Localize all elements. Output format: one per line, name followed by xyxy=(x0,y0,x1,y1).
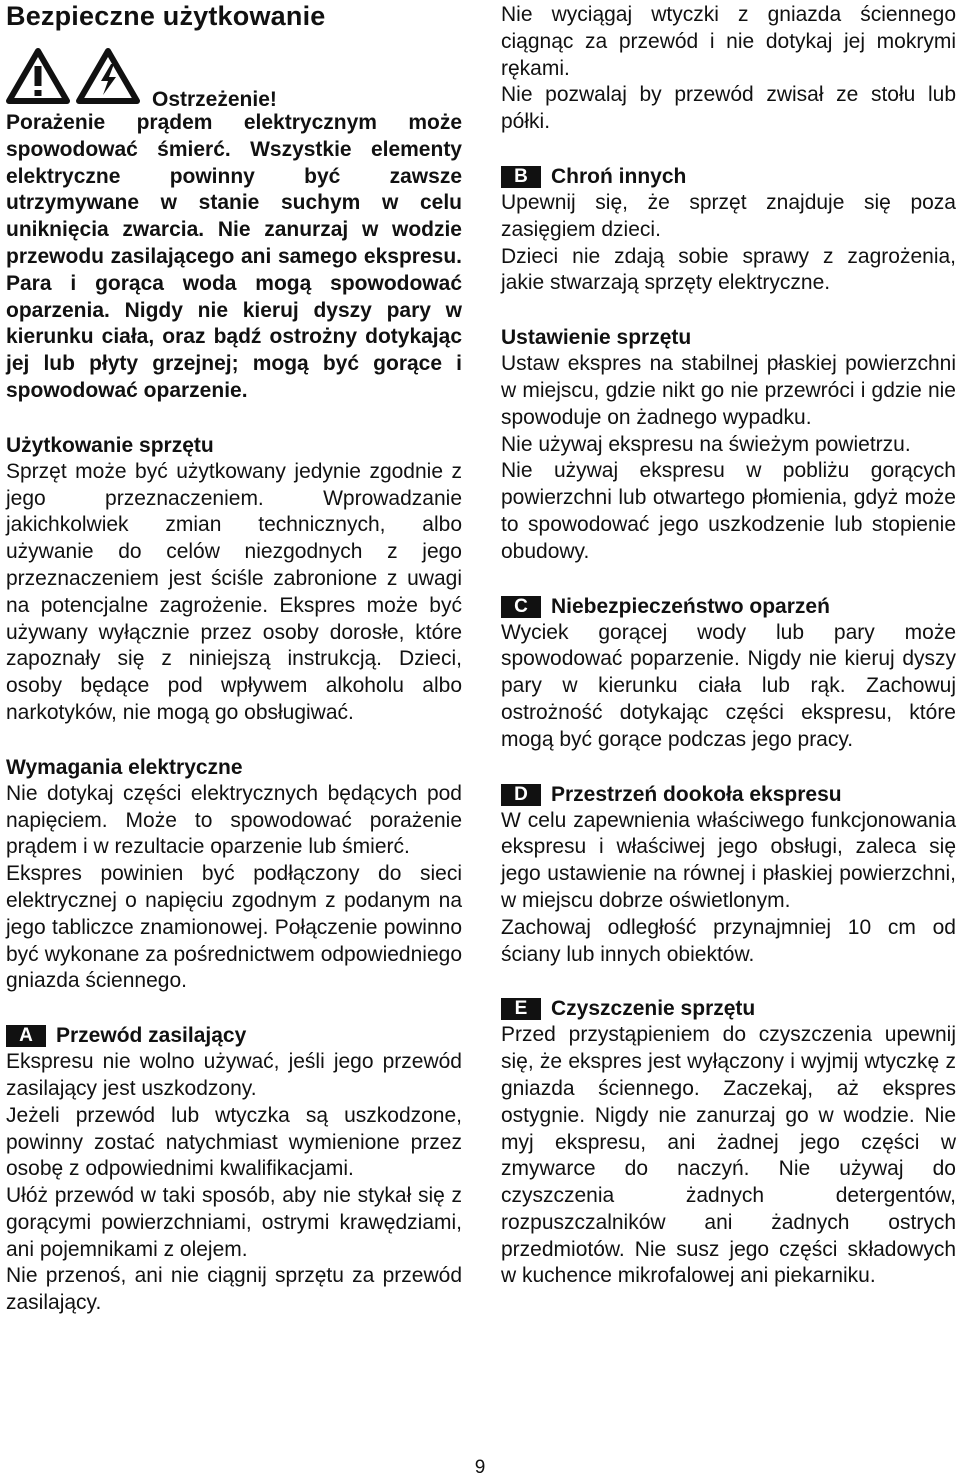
section-a-text-2: Jeżeli przewód lub wtyczka są uszkodzone, powinny zostać natychmiast wymienione przez osobę z odpowiednimi kwalifikacjami. xyxy=(6,1103,462,1181)
warning-electric-icon xyxy=(76,48,140,104)
section-a-heading xyxy=(6,1022,462,1049)
electrical-heading: Wymagania elektryczne xyxy=(6,755,243,779)
section-c-title: Niebezpieczeństwo oparzeń xyxy=(551,594,830,618)
section-e-title: Czyszczenie sprzętu xyxy=(551,997,756,1021)
usage-heading: Użytkowanie sprzętu xyxy=(6,433,214,457)
section-badge-a: A xyxy=(6,1025,46,1047)
section-c-heading xyxy=(501,593,956,620)
intro-text-2: Nie pozwalaj by przewód zwisał ze stołu lub półki. xyxy=(501,83,956,134)
section-a-text-3: Ułóż przewód w taki sposób, aby nie stykał się z gorącymi powierzchniami, ostrymi krawędziami, ani pojemnikami z olejem. xyxy=(6,1184,462,1261)
section-badge-d: D xyxy=(501,784,541,806)
right-column xyxy=(501,2,956,1290)
electrical-text-2: Ekspres powinien być podłączony do sieci elektrycznej o napięciu zgodnym z podanym na jego tabliczce znamionowej. Połączenie powinno być wykonane za pośrednictwem odpowiedniego gniazda ściennego. xyxy=(6,862,462,993)
section-b-text-1: Upewnij się, że sprzęt znajduje się poza zasięgiem dzieci. xyxy=(501,190,956,241)
setup-text-1: Ustaw ekspres na stabilnej płaskiej powierzchni w miejscu, gdzie nikt go nie przewróci i gdzie nie spowoduje on żadnego wypadku. xyxy=(501,352,956,429)
section-badge-b: B xyxy=(501,166,541,188)
section-badge-c: C xyxy=(501,596,541,618)
page-number: 9 xyxy=(474,1457,486,1478)
section-e-text-1: Przed przystąpieniem do czyszczenia upewnij się, że ekspres jest wyłączony i wyjmij wtyczkę z gniazda ściennego. Zaczekaj, aż ekspres ostygnie. Nigdy nie zanurzaj go w wodzie. Nie myj ekspresu, ani żadnej jego części w zmywarce do naczyń. Nie używaj do czyszczenia żadnych detergentów, rozpuszczalników ani żadnych ostrych przedmiotów. Nie susz jego części składowych w kuchence mikrofalowej ani piekarniku. xyxy=(501,1023,956,1288)
section-a-text-1: Ekspresu nie wolno używać, jeśli jego przewód zasilający jest uszkodzony. xyxy=(6,1050,462,1100)
warning-exclamation-icon xyxy=(6,48,70,104)
page-title: Bezpieczne użytkowanie xyxy=(6,1,326,31)
section-badge-e: E xyxy=(501,998,541,1020)
section-d-text-2: Zachowaj odległość przynajmniej 10 cm od ściany lub innych obiektów. xyxy=(501,915,956,966)
warning-row xyxy=(6,46,462,111)
section-d-heading xyxy=(501,781,956,808)
section-b-title: Chroń innych xyxy=(551,164,687,188)
intro-text-1: Nie wyciągaj wtyczki z gniazda ściennego ciągnąc za przewód i nie dotykaj jej mokrymi rękami. xyxy=(501,3,956,80)
setup-heading: Ustawienie sprzętu xyxy=(501,326,692,350)
section-c-text-1: Wyciek gorącej wody lub pary może spowodować poparzenie. Nigdy nie kieruj dyszy pary w kierunku ciała lub rąk. Zachowuj ostrożność dotykając części ekspresu, które mogą być gorące podczas jego pracy. xyxy=(501,620,956,751)
setup-text-2: Nie używaj ekspresu na świeżym powietrzu. xyxy=(501,432,911,456)
left-column xyxy=(6,0,462,1317)
section-b-heading xyxy=(501,163,956,190)
electrical-text-1: Nie dotykaj części elektrycznych będących pod napięciem. Może to spowodować porażenie prądem i w rezultacie oparzenie lub śmierć. xyxy=(6,781,462,859)
section-b-text-2: Dzieci nie zdają sobie sprawy z zagrożenia, jakie stwarzają sprzęty elektryczne. xyxy=(501,244,956,295)
section-d-title: Przestrzeń dookoła ekspresu xyxy=(551,782,842,806)
section-e-heading xyxy=(501,995,956,1022)
warning-label: Ostrzeżenie! xyxy=(152,88,277,111)
section-d-text-1: W celu zapewnienia właściwego funkcjonowania ekspresu i właściwej jego obsługi, zaleca się jego ustawienie na równej i płaskiej powierzchni, w miejscu dobrze oświetlonym. xyxy=(501,808,956,912)
warning-text: Porażenie prądem elektrycznym może spowodować śmierć. Wszystkie elementy elektryczne powinny być zawsze utrzymywane w stanie suchym w celu uniknięcia zwarcia. Nie zanurzaj w wodzie przewodu zasilającego ani samego ekspresu. Para i gorąca woda mogą spowodować oparzenia. Nigdy nie kieruj dyszy pary w kierunku ciała, oraz bądź ostrożny dotykając jej lub płyty grzejnej; mogą być gorące i spowodować oparzenie. xyxy=(6,111,462,402)
section-a-text-4: Nie przenoś, ani nie ciągnij sprzętu za przewód zasilający. xyxy=(6,1264,462,1315)
usage-text: Sprzęt może być użytkowany jedynie zgodnie z jego przeznaczeniem. Wprowadzanie jakichkolwiek zmian technicznych, albo używanie do celów niezgodnych z jego przeznaczeniem jest ściśle zabronione z uwagi na potencjalne zagrożenie. Ekspres może być używany wyłącznie przez osoby dorosłe, które zapoznały się z niniejszą instrukcją. Dzieci, osoby będące pod wpływem alkoholu albo narkotyków, nie mogą go obsługiwać. xyxy=(6,459,462,724)
setup-text-3: Nie używaj ekspresu w pobliżu gorących powierzchni lub otwartego płomienia, gdyż może to spowodować jego uszkodzenie lub stopienie obudowy. xyxy=(501,459,956,563)
section-a-title: Przewód zasilający xyxy=(56,1024,247,1048)
